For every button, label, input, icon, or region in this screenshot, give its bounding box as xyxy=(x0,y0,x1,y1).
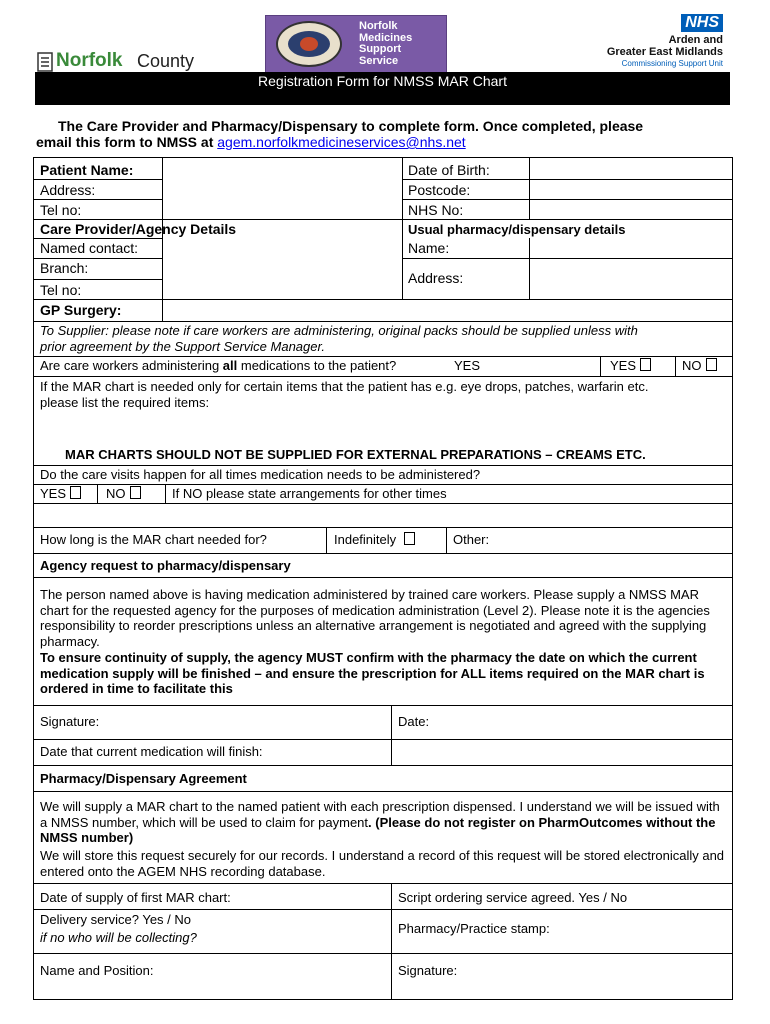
pharmacy-signature-input[interactable] xyxy=(470,954,732,1000)
care-visits-question: Do the care visits happen for all times medication needs to be administered? xyxy=(40,467,481,482)
nhs-number-input[interactable] xyxy=(530,200,732,219)
council-name-bold: Norfolk xyxy=(56,50,123,71)
address-input[interactable] xyxy=(163,180,402,199)
pharmacy-name-label: Name: xyxy=(408,240,450,256)
checkbox-icon[interactable] xyxy=(404,532,415,545)
certain-items-line2: please list the required items: xyxy=(40,395,210,410)
nmss-logo-line: Norfolk xyxy=(359,20,398,32)
patient-name-input[interactable] xyxy=(163,158,402,179)
agency-tel-label: Tel no: xyxy=(40,282,82,298)
agency-date-input[interactable] xyxy=(440,706,732,739)
care-visits-yes-option[interactable]: YES xyxy=(40,486,81,502)
usual-pharmacy-heading: Usual pharmacy/dispensary details xyxy=(408,222,626,237)
pharmacy-address-label: Address: xyxy=(408,270,464,286)
all-meds-yes-text: YES xyxy=(454,358,481,373)
council-name: County xyxy=(137,51,195,71)
pharmacy-agreement-heading: Pharmacy/Dispensary Agreement xyxy=(40,771,247,786)
branch-label: Branch: xyxy=(40,260,89,276)
checkbox-icon[interactable] xyxy=(130,486,141,499)
dob-input[interactable] xyxy=(530,158,732,179)
first-supply-input[interactable] xyxy=(250,884,391,909)
care-visits-no-option[interactable]: NO xyxy=(106,486,141,502)
agency-tel-input[interactable] xyxy=(163,259,402,299)
pharmacy-signature-label: Signature: xyxy=(398,963,458,978)
agency-signature-label: Signature: xyxy=(40,714,100,729)
all-meds-question: Are care workers administering all medications to the patient? xyxy=(40,358,397,373)
intro-line2-prefix: email this form to NMSS at xyxy=(36,134,218,150)
duration-other-label: Other: xyxy=(453,532,490,547)
agency-date-label: Date: xyxy=(398,714,430,729)
nhs-line3: Commissioning Support Unit xyxy=(621,59,723,68)
care-provider-heading: Care Provider/Agency Details xyxy=(40,221,237,237)
nmss-logo-line: Service xyxy=(359,54,399,67)
email-link[interactable]: agem.norfolkmedicineservices@nhs.net xyxy=(217,134,466,150)
named-contact-input[interactable] xyxy=(163,220,402,238)
all-meds-yes-option[interactable]: YES xyxy=(610,358,651,374)
branch-input[interactable] xyxy=(163,239,402,258)
other-times-input[interactable] xyxy=(34,504,732,527)
certain-items-input[interactable] xyxy=(34,412,732,444)
script-ordering-label: Script ordering service agreed. Yes / No xyxy=(398,890,628,905)
nmss-logo-line: Support xyxy=(359,43,402,55)
address-label: Address: xyxy=(40,182,96,198)
intro-line2 xyxy=(36,134,466,150)
collecting-input[interactable] xyxy=(215,910,391,953)
duration-other-input[interactable] xyxy=(500,528,732,553)
certain-items-line1: If the MAR chart is needed only for certain items that the patient has e.g. eye drops, patches, warfarin etc. xyxy=(40,379,649,394)
nhs-line1: Arden and xyxy=(668,34,723,46)
external-preparations-warning: MAR CHARTS SHOULD NOT BE SUPPLIED FOR EXTERNAL PREPARATIONS – CREAMS ETC. xyxy=(65,447,646,462)
nhs-logo xyxy=(560,14,726,68)
finish-date-label: Date that current medication will finish: xyxy=(40,744,263,759)
council-crest-icon xyxy=(36,50,54,74)
delivery-service-label: Delivery service? Yes / No xyxy=(40,912,192,927)
page-title: Registration Form for NMSS MAR Chart xyxy=(258,73,507,89)
pharmacy-agreement-storage: We will store this request securely for our records. I understand a record of this request will be stored electronically and entered onto the AGEM NHS recording database. xyxy=(40,848,725,879)
title-bar xyxy=(35,72,730,105)
checkbox-icon[interactable] xyxy=(640,358,651,371)
tel-input[interactable] xyxy=(163,200,402,219)
nhs-line2: Greater East Midlands xyxy=(606,46,723,58)
care-visits-if-no: If NO please state arrangements for other times xyxy=(172,486,447,501)
first-supply-label: Date of supply of first MAR chart: xyxy=(40,890,231,905)
name-position-label: Name and Position: xyxy=(40,963,154,978)
pharmacy-address-input[interactable] xyxy=(530,259,732,299)
tel-label: Tel no: xyxy=(40,202,82,218)
pharmacy-agreement-paragraph: We will supply a MAR chart to the named patient with each prescription dispensed. I understand we will be issued with a NMSS number, which will be used to claim for payment. (Please do not register on PharmOutcomes without the NMSS number) xyxy=(40,799,720,846)
duration-label: How long is the MAR chart needed for? xyxy=(40,532,267,547)
all-meds-no-option[interactable]: NO xyxy=(682,358,717,374)
agency-request-heading: Agency request to pharmacy/dispensary xyxy=(40,558,291,573)
agency-request-continuity: To ensure continuity of supply, the agency MUST confirm with the pharmacy the date on which the current medication supply will be finished – and ensure the prescription for ALL items required on the MAR chart is ordered in time to facilitate this xyxy=(40,650,705,697)
gp-surgery-label: GP Surgery: xyxy=(40,302,122,318)
patient-name-label: Patient Name: xyxy=(40,162,134,178)
pharmacy-stamp-area[interactable] xyxy=(392,938,732,953)
name-position-input[interactable] xyxy=(170,954,391,1000)
supplier-note-line2: prior agreement by the Support Service Manager. xyxy=(40,339,325,354)
nmss-logo-line: Medicines xyxy=(359,31,413,44)
pharmacy-name-input[interactable] xyxy=(530,239,732,258)
postcode-input[interactable] xyxy=(530,180,732,199)
intro-line1: The Care Provider and Pharmacy/Dispensary to complete form. Once completed, please xyxy=(58,118,644,134)
nhs-badge: NHS xyxy=(681,14,723,32)
dob-label: Date of Birth: xyxy=(408,162,490,178)
collecting-label: if no who will be collecting? xyxy=(40,930,197,945)
nhs-number-label: NHS No: xyxy=(408,202,464,218)
indefinitely-option[interactable]: Indefinitely xyxy=(334,532,415,548)
agency-signature-input[interactable] xyxy=(110,706,391,739)
postcode-label: Postcode: xyxy=(408,182,471,198)
nmss-logo xyxy=(265,15,447,74)
nmss-emblem-icon xyxy=(276,21,342,67)
supplier-note-line1: To Supplier: please note if care workers are administering, original packs should be supplied unless with xyxy=(40,323,638,338)
gp-surgery-input[interactable] xyxy=(163,300,732,321)
finish-date-input[interactable] xyxy=(392,740,732,765)
pharmacy-stamp-label: Pharmacy/Practice stamp: xyxy=(398,921,550,936)
named-contact-label: Named contact: xyxy=(40,240,139,256)
checkbox-icon[interactable] xyxy=(70,486,81,499)
council-logo xyxy=(36,50,248,74)
checkbox-icon[interactable] xyxy=(706,358,717,371)
agency-request-paragraph: The person named above is having medication administered by trained care workers. Please supply a NMSS MAR chart for the requested agency for the purposes of medication administration (Level 2). Please note it is the agencies responsibility to reorder prescriptions unless an alternative arrangement is negotiated and agreed with the supplying pharmacy. xyxy=(40,587,710,650)
